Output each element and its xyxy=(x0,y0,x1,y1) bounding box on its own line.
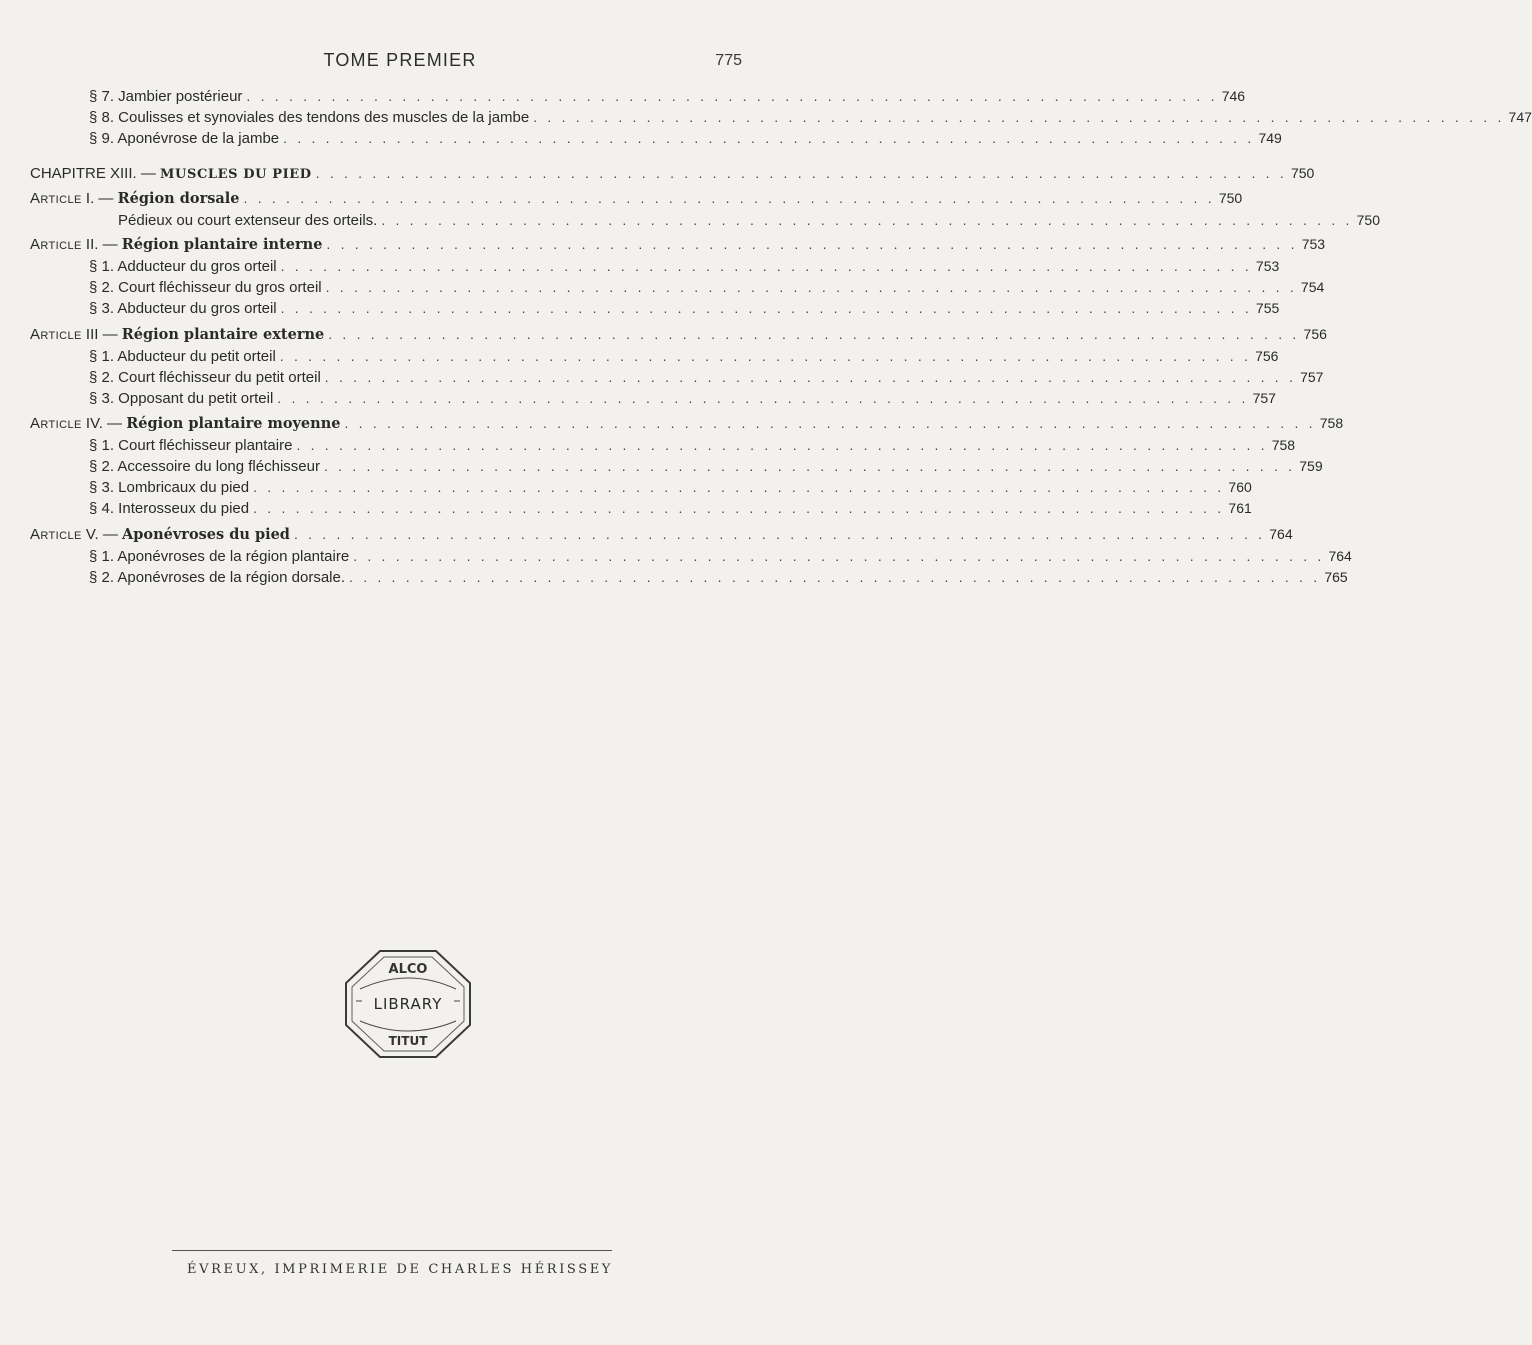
stamp-bottom-text: TITUT xyxy=(388,1034,428,1048)
toc-entry: § 1. Aponévroses de la région plantaire . . . . . . . . . . . . . . . . . . . . . . . . . . . . . . . . . . . . . . . . . . . . . . . . . . . . . . . . . . . . . . . . . . . . . 764 xyxy=(89,548,1352,565)
toc-entry: § 1. Court fléchisseur plantaire . . . . . . . . . . . . . . . . . . . . . . . . . . . . . . . . . . . . . . . . . . . . . . . . . . . . . . . . . . . . . . . . . . . . . 758 xyxy=(89,437,1296,454)
page-header xyxy=(0,50,800,76)
chapter-number: CHAPITRE XIII. — xyxy=(30,165,161,182)
toc-entry: § 1. Adducteur du gros orteil . . . . . . . . . . . . . . . . . . . . . . . . . . . . . . . . . . . . . . . . . . . . . . . . . . . . . . . . . . . . . . . . . . . . . 753 xyxy=(89,258,1280,275)
footer-rule xyxy=(172,1250,612,1251)
toc-article: Article IV. — Région plantaire moyenne . . . . . . . . . . . . . . . . . . . . . . . . . . . . . . . . . . . . . . . . . . . . . . . . . . . . . . . . . . . . . . . . . . . . . 758 xyxy=(30,415,1344,432)
toc-chapter: CHAPITRE XIII. — MUSCLES DU PIED . . . . . . . . . . . . . . . . . . . . . . . . . . . . . . . . . . . . . . . . . . . . . . . . . . . . . . . . . . . . . . . . . . . . . 750 xyxy=(30,165,1315,182)
running-title: TOME PREMIER xyxy=(323,50,477,70)
toc-entry: § 2. Aponévroses de la région dorsale. . . . . . . . . . . . . . . . . . . . . . . . . . . . . . . . . . . . . . . . . . . . . . . . . . . . . . . . . . . . . . . . . . . . . . 765 xyxy=(89,569,1348,586)
toc-entry: § 9. Aponévrose de la jambe . . . . . . . . . . . . . . . . . . . . . . . . . . . . . . . . . . . . . . . . . . . . . . . . . . . . . . . . . . . . . . . . . . . . . 749 xyxy=(89,130,1282,147)
toc-entry: § 1. Abducteur du petit orteil . . . . . . . . . . . . . . . . . . . . . . . . . . . . . . . . . . . . . . . . . . . . . . . . . . . . . . . . . . . . . . . . . . . . . 756 xyxy=(89,348,1279,365)
toc-article: Article I. — Région dorsale . . . . . . . . . . . . . . . . . . . . . . . . . . . . . . . . . . . . . . . . . . . . . . . . . . . . . . . . . . . . . . . . . . . . . 750 xyxy=(30,190,1243,207)
toc-entry: § 2. Court fléchisseur du gros orteil . . . . . . . . . . . . . . . . . . . . . . . . . . . . . . . . . . . . . . . . . . . . . . . . . . . . . . . . . . . . . . . . . . . . . 754 xyxy=(89,279,1325,296)
chapter-title: MUSCLES DU PIED xyxy=(160,167,312,182)
toc-entry: § 3. Opposant du petit orteil . . . . . . . . . . . . . . . . . . . . . . . . . . . . . . . . . . . . . . . . . . . . . . . . . . . . . . . . . . . . . . . . . . . . . 757 xyxy=(89,390,1276,407)
toc-entry: § 4. Interosseux du pied . . . . . . . . . . . . . . . . . . . . . . . . . . . . . . . . . . . . . . . . . . . . . . . . . . . . . . . . . . . . . . . . . . . . . 761 xyxy=(89,500,1252,517)
toc-entry: § 2. Accessoire du long fléchisseur . . . . . . . . . . . . . . . . . . . . . . . . . . . . . . . . . . . . . . . . . . . . . . . . . . . . . . . . . . . . . . . . . . . . . 759 xyxy=(89,458,1323,475)
toc-entry: § 8. Coulisses et synoviales des tendons des muscles de la jambe . . . . . . . . . . . . . . . . . . . . . . . . . . . . . . . . . . . . . . . . . . . . . . . . . . . . . . . . . . . . . . . . . . . . . 747 xyxy=(89,109,1532,126)
toc-entry: § 2. Court fléchisseur du petit orteil . . . . . . . . . . . . . . . . . . . . . . . . . . . . . . . . . . . . . . . . . . . . . . . . . . . . . . . . . . . . . . . . . . . . . 757 xyxy=(89,369,1324,386)
page-number: 775 xyxy=(715,52,742,69)
toc-article: Article II. — Région plantaire interne . . . . . . . . . . . . . . . . . . . . . . . . . . . . . . . . . . . . . . . . . . . . . . . . . . . . . . . . . . . . . . . . . . . . . 753 xyxy=(30,236,1326,253)
stamp-top-text: ALCO xyxy=(388,962,428,977)
stamp-library-text: LIBRARY xyxy=(373,995,443,1013)
printer-imprint: ÉVREUX, IMPRIMERIE DE CHARLES HÉRISSEY xyxy=(187,1262,613,1277)
library-stamp xyxy=(338,945,478,1063)
toc-entry: § 3. Abducteur du gros orteil . . . . . . . . . . . . . . . . . . . . . . . . . . . . . . . . . . . . . . . . . . . . . . . . . . . . . . . . . . . . . . . . . . . . . 755 xyxy=(89,300,1280,317)
toc-entry: Pédieux ou court extenseur des orteils. . . . . . . . . . . . . . . . . . . . . . . . . . . . . . . . . . . . . . . . . . . . . . . . . . . . . . . . . . . . . . . . . . . . . . 750 xyxy=(118,212,1380,229)
toc-article: Article V. — Aponévroses du pied . . . . . . . . . . . . . . . . . . . . . . . . . . . . . . . . . . . . . . . . . . . . . . . . . . . . . . . . . . . . . . . . . . . . . 764 xyxy=(30,526,1293,543)
toc-entry: § 7. Jambier postérieur . . . . . . . . . . . . . . . . . . . . . . . . . . . . . . . . . . . . . . . . . . . . . . . . . . . . . . . . . . . . . . . . . . . . . 746 xyxy=(89,88,1246,105)
toc-article: Article III — Région plantaire externe . . . . . . . . . . . . . . . . . . . . . . . . . . . . . . . . . . . . . . . . . . . . . . . . . . . . . . . . . . . . . . . . . . . . . 756 xyxy=(30,326,1327,343)
toc-entry: § 3. Lombricaux du pied . . . . . . . . . . . . . . . . . . . . . . . . . . . . . . . . . . . . . . . . . . . . . . . . . . . . . . . . . . . . . . . . . . . . . 760 xyxy=(89,479,1252,496)
